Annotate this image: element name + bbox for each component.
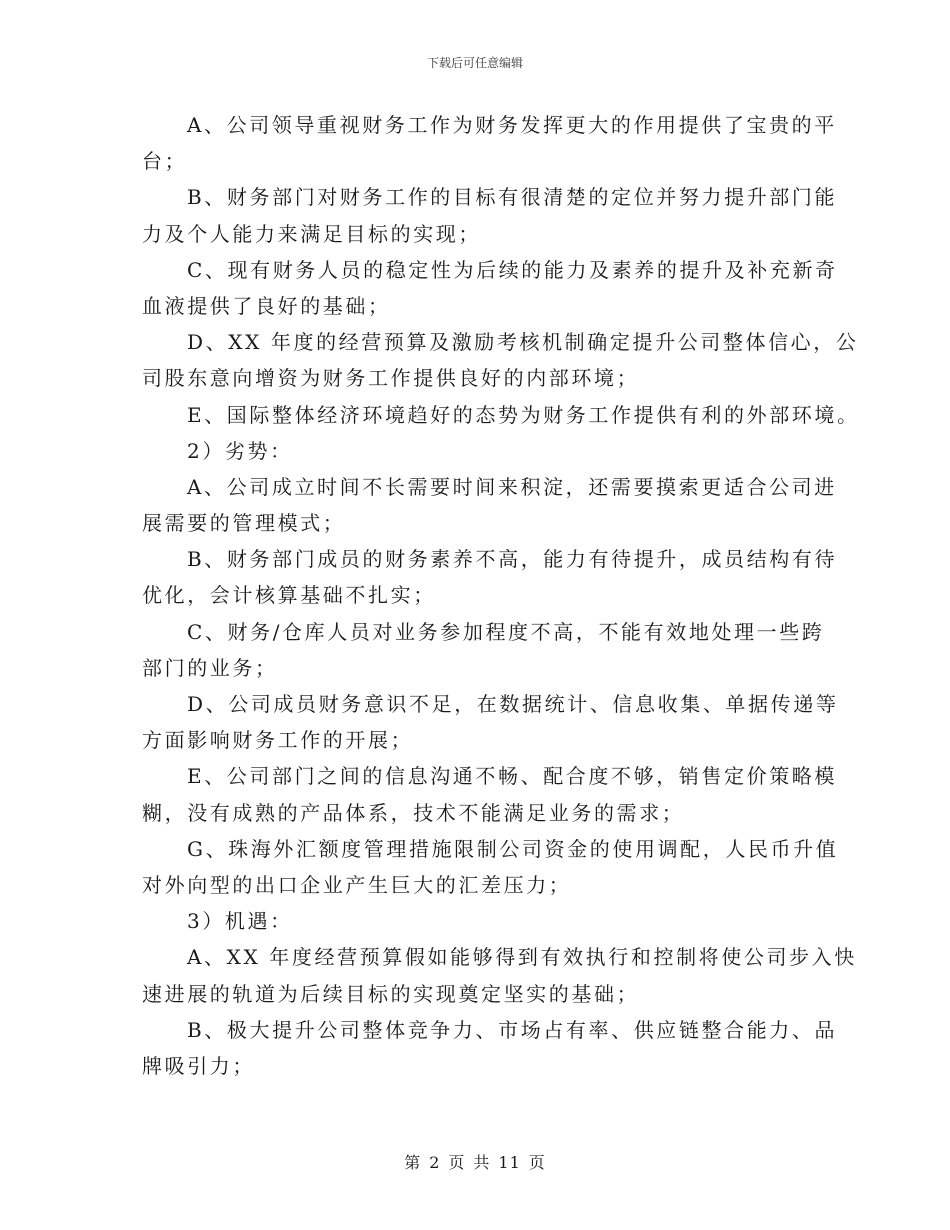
document-body	[142, 107, 860, 1084]
footer-total-pages: 11	[498, 1153, 521, 1172]
text-line: 司股东意向增资为财务工作提供良好的内部环境；	[142, 366, 640, 391]
text-line: 优化，会计核算基础不扎实；	[142, 583, 436, 608]
page-footer	[0, 1150, 950, 1173]
footer-label-end: 页	[528, 1153, 546, 1172]
page-header: 下载后可任意编辑	[426, 56, 523, 70]
footer-label-of: 页	[448, 1153, 466, 1172]
text-line: 血液提供了良好的基础；	[142, 293, 391, 318]
text-line: B、财务部门成员的财务素养不高，能力有待提升，成员结构有待	[187, 547, 838, 572]
text-line: A、XX 年度经营预算假如能够得到有效执行和控制将使公司步入快	[187, 945, 857, 970]
text-line: E、公司部门之间的信息沟通不畅、配合度不够，销售定价策略模	[187, 764, 837, 789]
text-line: C、财务/仓库人员对业务参加程度不高，不能有效地处理一些跨	[187, 619, 825, 644]
text-line: 台；	[142, 149, 188, 174]
text-line: 牌吸引力；	[142, 1053, 255, 1078]
text-line: 速进展的轨道为后续目标的实现奠定坚实的基础；	[142, 981, 640, 1006]
text-line: G、珠海外汇额度管理措施限制公司资金的使用调配，人民币升值	[187, 836, 839, 861]
text-line: 部门的业务；	[142, 655, 278, 680]
text-line: 展需要的管理模式；	[142, 511, 346, 536]
text-line: C、现有财务人员的稳定性为后续的能力及素养的提升及补充新奇	[187, 257, 838, 282]
text-line: 方面影响财务工作的开展；	[142, 728, 414, 753]
text-line: A、公司领导重视财务工作为财务发挥更大的作用提供了宝贵的平	[187, 113, 837, 137]
text-line: B、财务部门对财务工作的目标有很清楚的定位并努力提升部门能	[187, 185, 838, 210]
text-line: 3）机遇：	[187, 909, 293, 934]
text-line: 力及个人能力来满足目标的实现；	[142, 221, 481, 246]
text-line: E、国际整体经济环境趋好的态势为财务工作提供有利的外部环境。	[187, 402, 860, 427]
footer-current-page: 2	[429, 1153, 441, 1172]
text-line: 2）劣势：	[187, 438, 293, 463]
text-line: A、公司成立时间不长需要时间来积淀，还需要摸索更适合公司进	[187, 474, 837, 499]
text-line: 糊，没有成熟的产品体系，技术不能满足业务的需求；	[142, 800, 685, 825]
footer-label-page: 第	[404, 1153, 422, 1172]
text-line: D、XX 年度的经营预算及激励考核机制确定提升公司整体信心，公	[187, 330, 859, 355]
text-line: D、公司成员财务意识不足，在数据统计、信息收集、单据传递等	[187, 692, 839, 716]
text-line: 对外向型的出口企业产生巨大的汇差压力；	[142, 872, 572, 897]
footer-label-total: 共	[473, 1153, 491, 1172]
text-line: B、极大提升公司整体竞争力、市场占有率、供应链整合能力、品	[187, 1017, 838, 1042]
